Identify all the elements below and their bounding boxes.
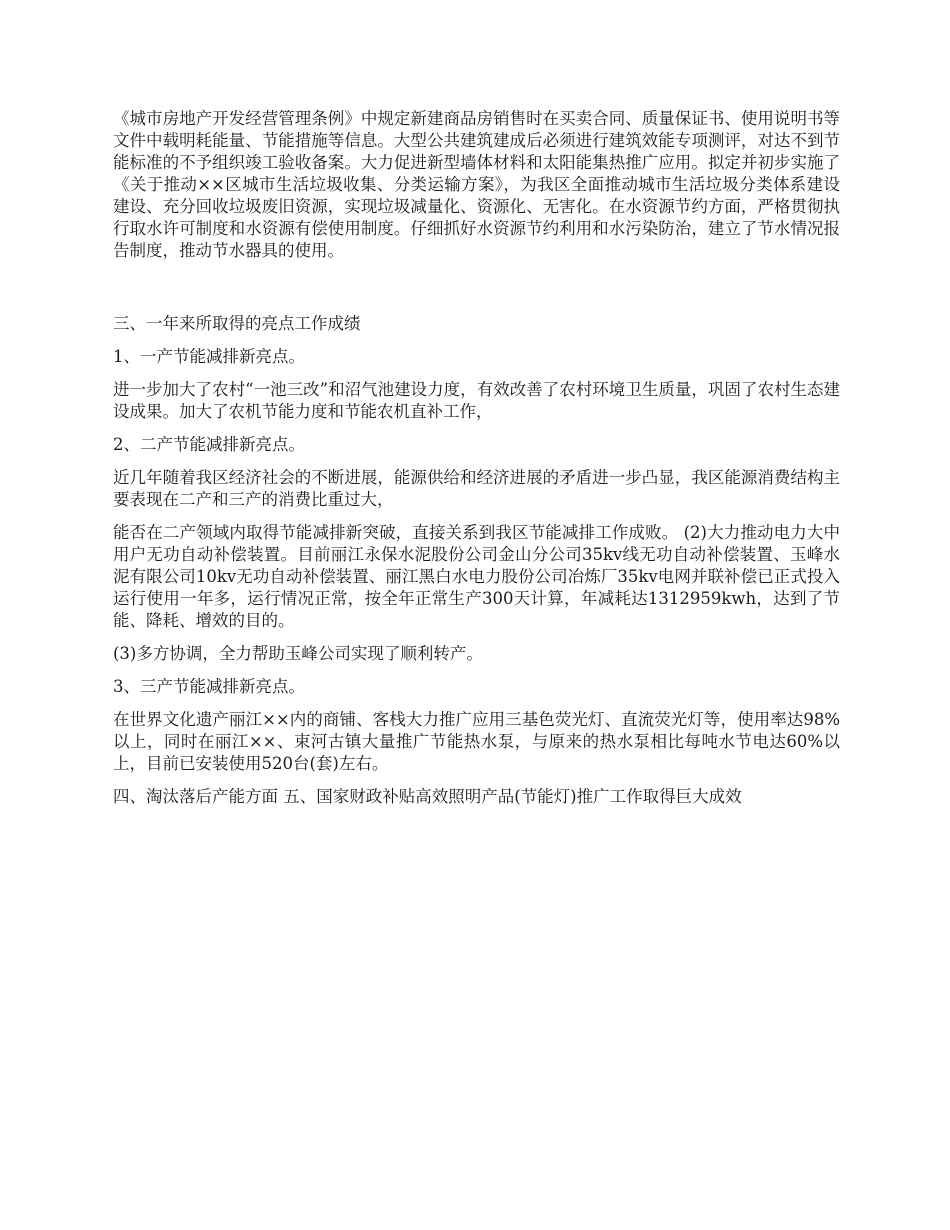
section-heading-achievements: 三、一年来所取得的亮点工作成绩 xyxy=(113,314,361,333)
subheading-secondary-industry: 2、二产节能减排新亮点。 xyxy=(113,435,305,454)
paragraph-spacer xyxy=(113,273,840,313)
subheading-primary-industry: 1、一产节能减排新亮点。 xyxy=(113,347,305,366)
paragraph-reactive-compensation: 能否在二产领域内取得节能减排新突破，直接关系到我区节能减排工作成败。 (2)大力推动电力大中用户无功自动补偿装置。目前丽江永保水泥股份公司金山分公司35kv线无功自动补偿装置、玉峰水泥有限公司10kv无功自动补偿装置、丽江黑白水电力股份公司冶炼厂35kv电网并联补偿已正式投入运行使用一年多，运行情况正常，按全年正常生产300天计算，年减耗达1312959kwh，达到了节能、降耗、增效的目的。 xyxy=(113,523,840,630)
document-body xyxy=(113,108,840,819)
section-heading-capacity-subsidy: 四、淘汰落后产能方面 五、国家财政补贴高效照明产品(节能灯)推广工作取得巨大成效 xyxy=(113,787,742,806)
paragraph-yufeng-transition: (3)多方协调，全力帮助玉峰公司实现了顺利转产。 xyxy=(113,644,483,663)
paragraph-energy-structure: 近几年随着我区经济社会的不断进展，能源供给和经济进展的矛盾进一步凸显，我区能源消费结构主要表现在二产和三产的消费比重过大， xyxy=(113,468,840,509)
subheading-tertiary-industry: 3、三产节能减排新亮点。 xyxy=(113,677,305,696)
paragraph-policy-measures: 《城市房地产开发经营管理条例》中规定新建商品房销售时在买卖合同、质量保证书、使用说明书等文件中载明耗能量、节能措施等信息。大型公共建筑建成后必须进行建筑效能专项测评，对达不到节能标准的不予组织竣工验收备案。大力促进新型墙体材料和太阳能集热推广应用。拟定并初步实施了《关于推动××区城市生活垃圾收集、分类运输方案》，为我区全面推动城市生活垃圾分类体系建设建设、充分回收垃圾废旧资源，实现垃圾减量化、资源化、无害化。在水资源节约方面，严格贯彻执行取水许可制度和水资源有偿使用制度。仔细抓好水资源节约利用和水污染防治，建立了节水情况报告制度，推动节水器具的使用。 xyxy=(113,109,840,260)
paragraph-lighting-heatpump: 在世界文化遗产丽江××内的商铺、客栈大力推广应用三基色荧光灯、直流荧光灯等，使用率达98%以上，同时在丽江××、束河古镇大量推广节能热水泵，与原来的热水泵相比每吨水节电达60%以上，目前已安装使用520台(套)左右。 xyxy=(113,710,840,773)
paragraph-rural-biogas: 进一步加大了农村“一池三改”和沼气池建设力度，有效改善了农村环境卫生质量，巩固了农村生态建设成果。加大了农机节能力度和节能农机直补工作， xyxy=(113,380,840,421)
